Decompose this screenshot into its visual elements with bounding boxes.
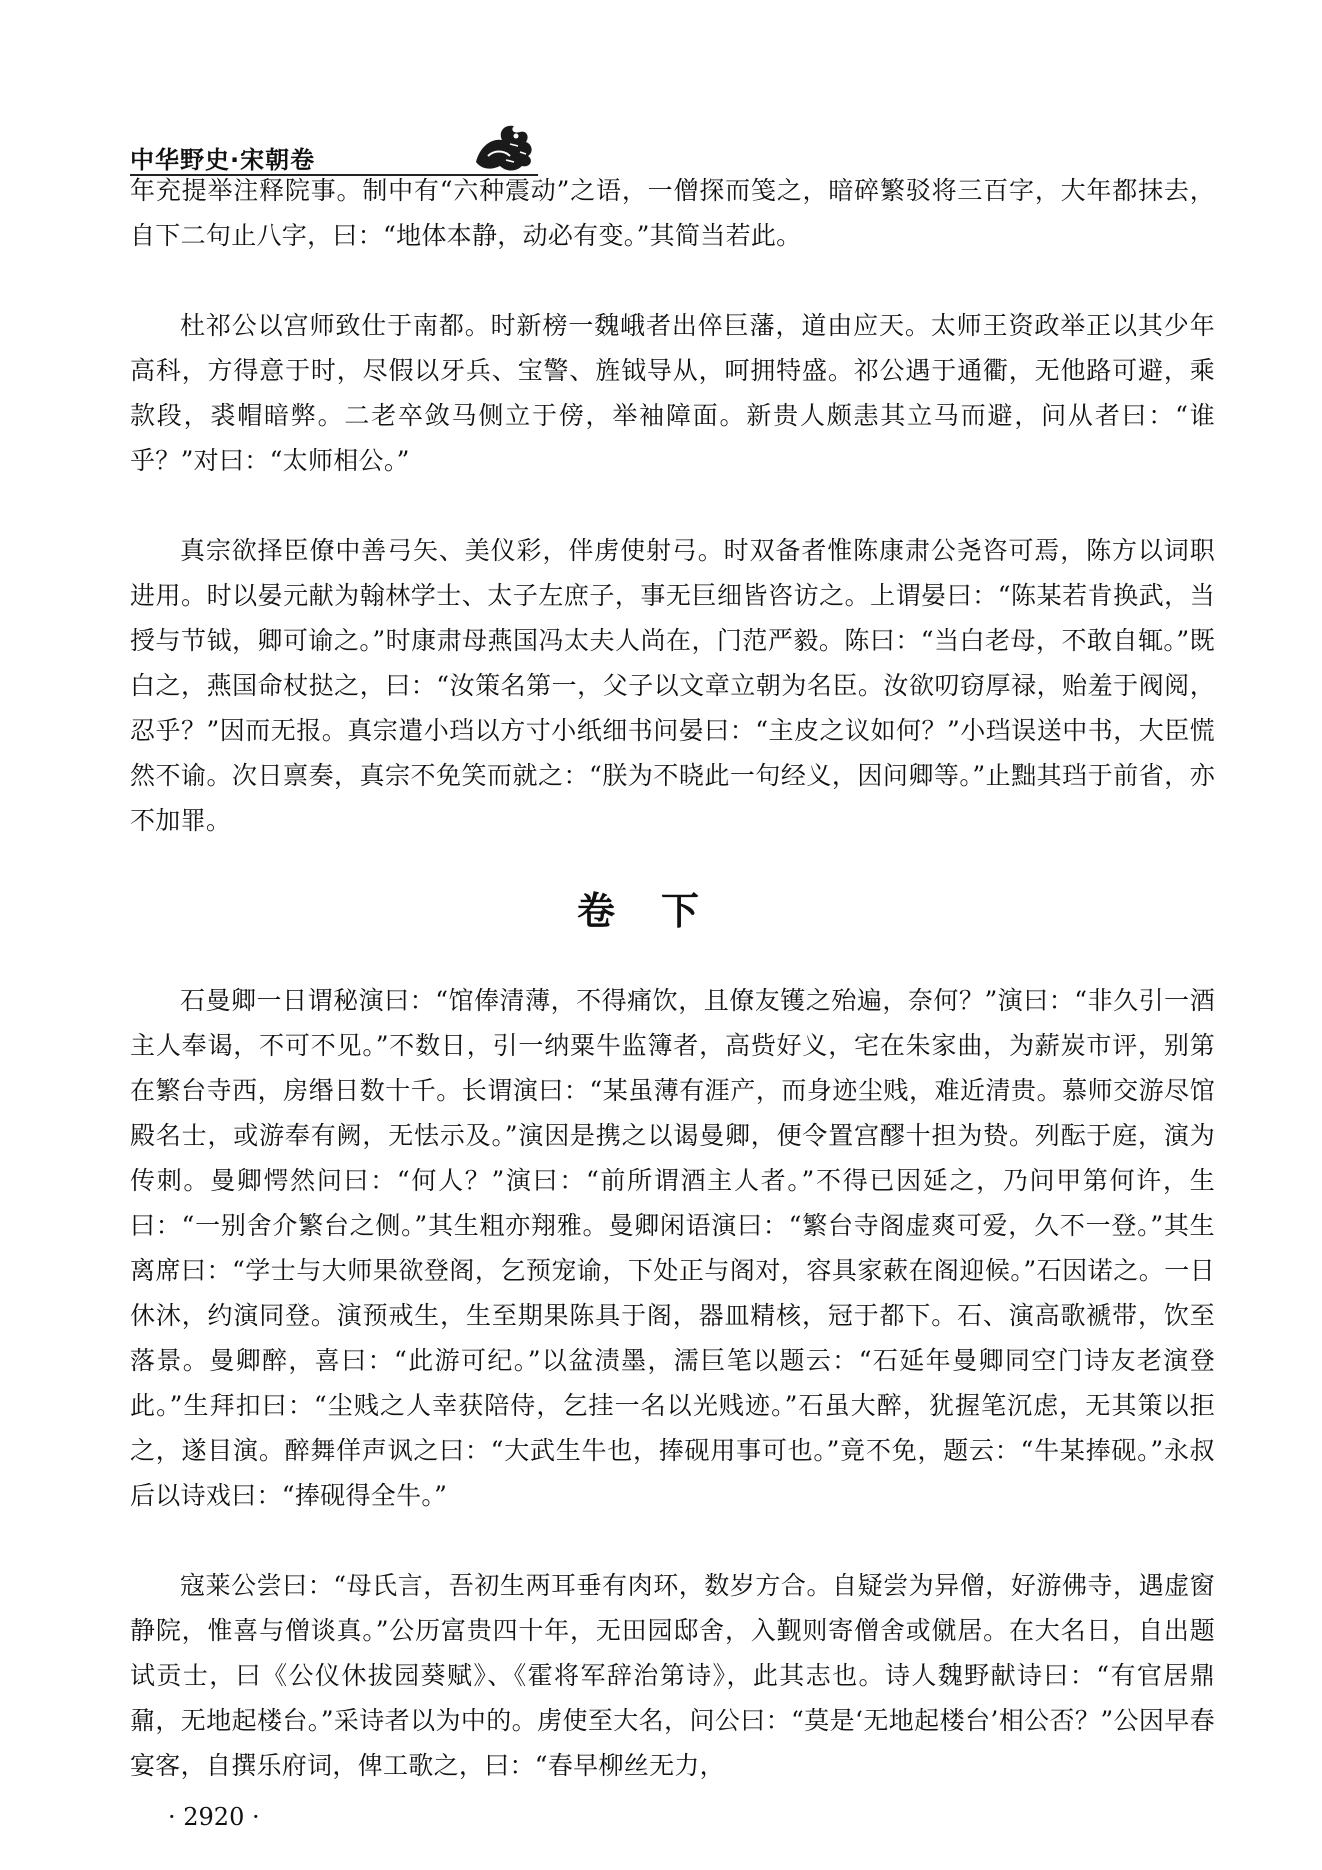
- running-title: 中华野史·宋朝卷: [130, 146, 316, 174]
- paragraph: 寇莱公尝曰：“母氏言，吾初生两耳垂有肉环，数岁方合。自疑尝为异僧，好游佛寺，遇虚窗静院，惟喜与僧谈真。”公历富贵四十年，无田园邸舍，入觐则寄僧舍或僦居。在大名日，自出题试贡士，曰《公仪休拔园葵赋》、《霍将军辞治第诗》，此其志也。诗人魏野献诗曰：“有官居鼎鼐，无地起楼台。”采诗者以为中的。虏使至大名，问公曰：“莫是‘无地起楼台’相公否？”公因早春宴客，自撰乐府词，俾工歌之，曰：“春早柳丝无力，: [130, 1571, 1215, 1780]
- paragraph: 真宗欲择臣僚中善弓矢、美仪彩，伴虏使射弓。时双备者惟陈康肃公尧咨可焉，陈方以词职进用。时以晏元献为翰林学士、太子左庶子，事无巨细皆咨访之。上谓晏曰：“陈某若肯换武，当授与节钺，卿可谕之。”时康肃母燕国冯太夫人尚在，门范严毅。陈曰：“当白老母，不敢自辄。”既白之，燕国命杖挞之，曰：“汝策名第一，父子以文章立朝为名臣。汝欲叨窃厚禄，贻羞于阀阅，忍乎？”因而无报。真宗遣小珰以方寸小纸细书问晏曰：“主皮之议如何？”小珰误送中书，大臣慌然不谕。次日禀奏，真宗不免笑而就之：“朕为不晓此一句经义，因问卿等。”止黜其珰于前省，亦不加罪。: [130, 536, 1215, 835]
- paragraph: 石曼卿一日谓秘演曰：“馆俸清薄，不得痛饮，且僚友镬之殆遍，奈何？”演曰：“非久引一酒主人奉谒，不可不见。”不数日，引一纳粟牛监簿者，高赀好义，宅在朱家曲，为薪炭市评，别第在繁台寺西，房缗日数十千。长谓演曰：“某虽薄有涯产，而身迹尘贱，难近清贵。慕师交游尽馆殿名士，或游奉有阙，无怯示及。”演因是携之以谒曼卿，便令置宫醪十担为贽。列酝于庭，演为传刺。曼卿愕然问曰：“何人？”演曰：“前所谓酒主人者。”不得已因延之，乃问甲第何许，生曰：“一别舍介繁台之侧。”其生粗亦翔雅。曼卿闲语演曰：“繁台寺阁虚爽可爱，久不一登。”其生离席曰：“学士与大师果欲登阁，乞预宠谕，下处正与阁对，容具家蔌在阁迎候。”石因诺之。一日休沐，约演同登。演预戒生，生至期果陈具于阁，器皿精核，冠于都下。石、演高歌褫带，饮至落景。曼卿醉，喜曰：“此游可纪。”以盆渍墨，濡巨笔以题云：“石延年曼卿同空门诗友老演登此。”生拜扣曰：“尘贱之人幸获陪侍，乞挂一名以光贱迹。”石虽大醉，犹握笔沉虑，无其策以拒之，遂目演。醉舞佯声讽之曰：“大武生牛也，捧砚用事可也。”竟不免，题云：“牛某捧砚。”永叔后以诗戏曰：“捧砚得全牛。”: [130, 986, 1215, 1510]
- section-title: 卷下: [576, 889, 745, 933]
- text-block-upper: [130, 168, 1215, 843]
- page-header: [130, 112, 1210, 174]
- text-block-lower: [130, 978, 1215, 1788]
- dragon-emblem-icon: [470, 116, 542, 176]
- paragraph: 杜祁公以宫师致仕于南都。时新榜一魏峨者出倅巨藩，道由应天。太师王资政举正以其少年高科，方得意于时，尽假以牙兵、宝警、旌钺导从，呵拥特盛。祁公遇于通衢，无他路可避，乘款段，裘帽暗弊。二老卒敛马侧立于傍，举袖障面。新贵人颇恚其立马而避，问从者曰：“谁乎？”对曰：“太师相公。”: [130, 311, 1215, 475]
- page-number: · 2920 ·: [168, 1803, 260, 1831]
- paragraph: 年充提举注释院事。制中有“六种震动”之语，一僧探而笺之，暗碎繁驳将三百字，大年都抹去，自下二句止八字，曰：“地体本静，动必有变。”其简当若此。: [130, 176, 1215, 250]
